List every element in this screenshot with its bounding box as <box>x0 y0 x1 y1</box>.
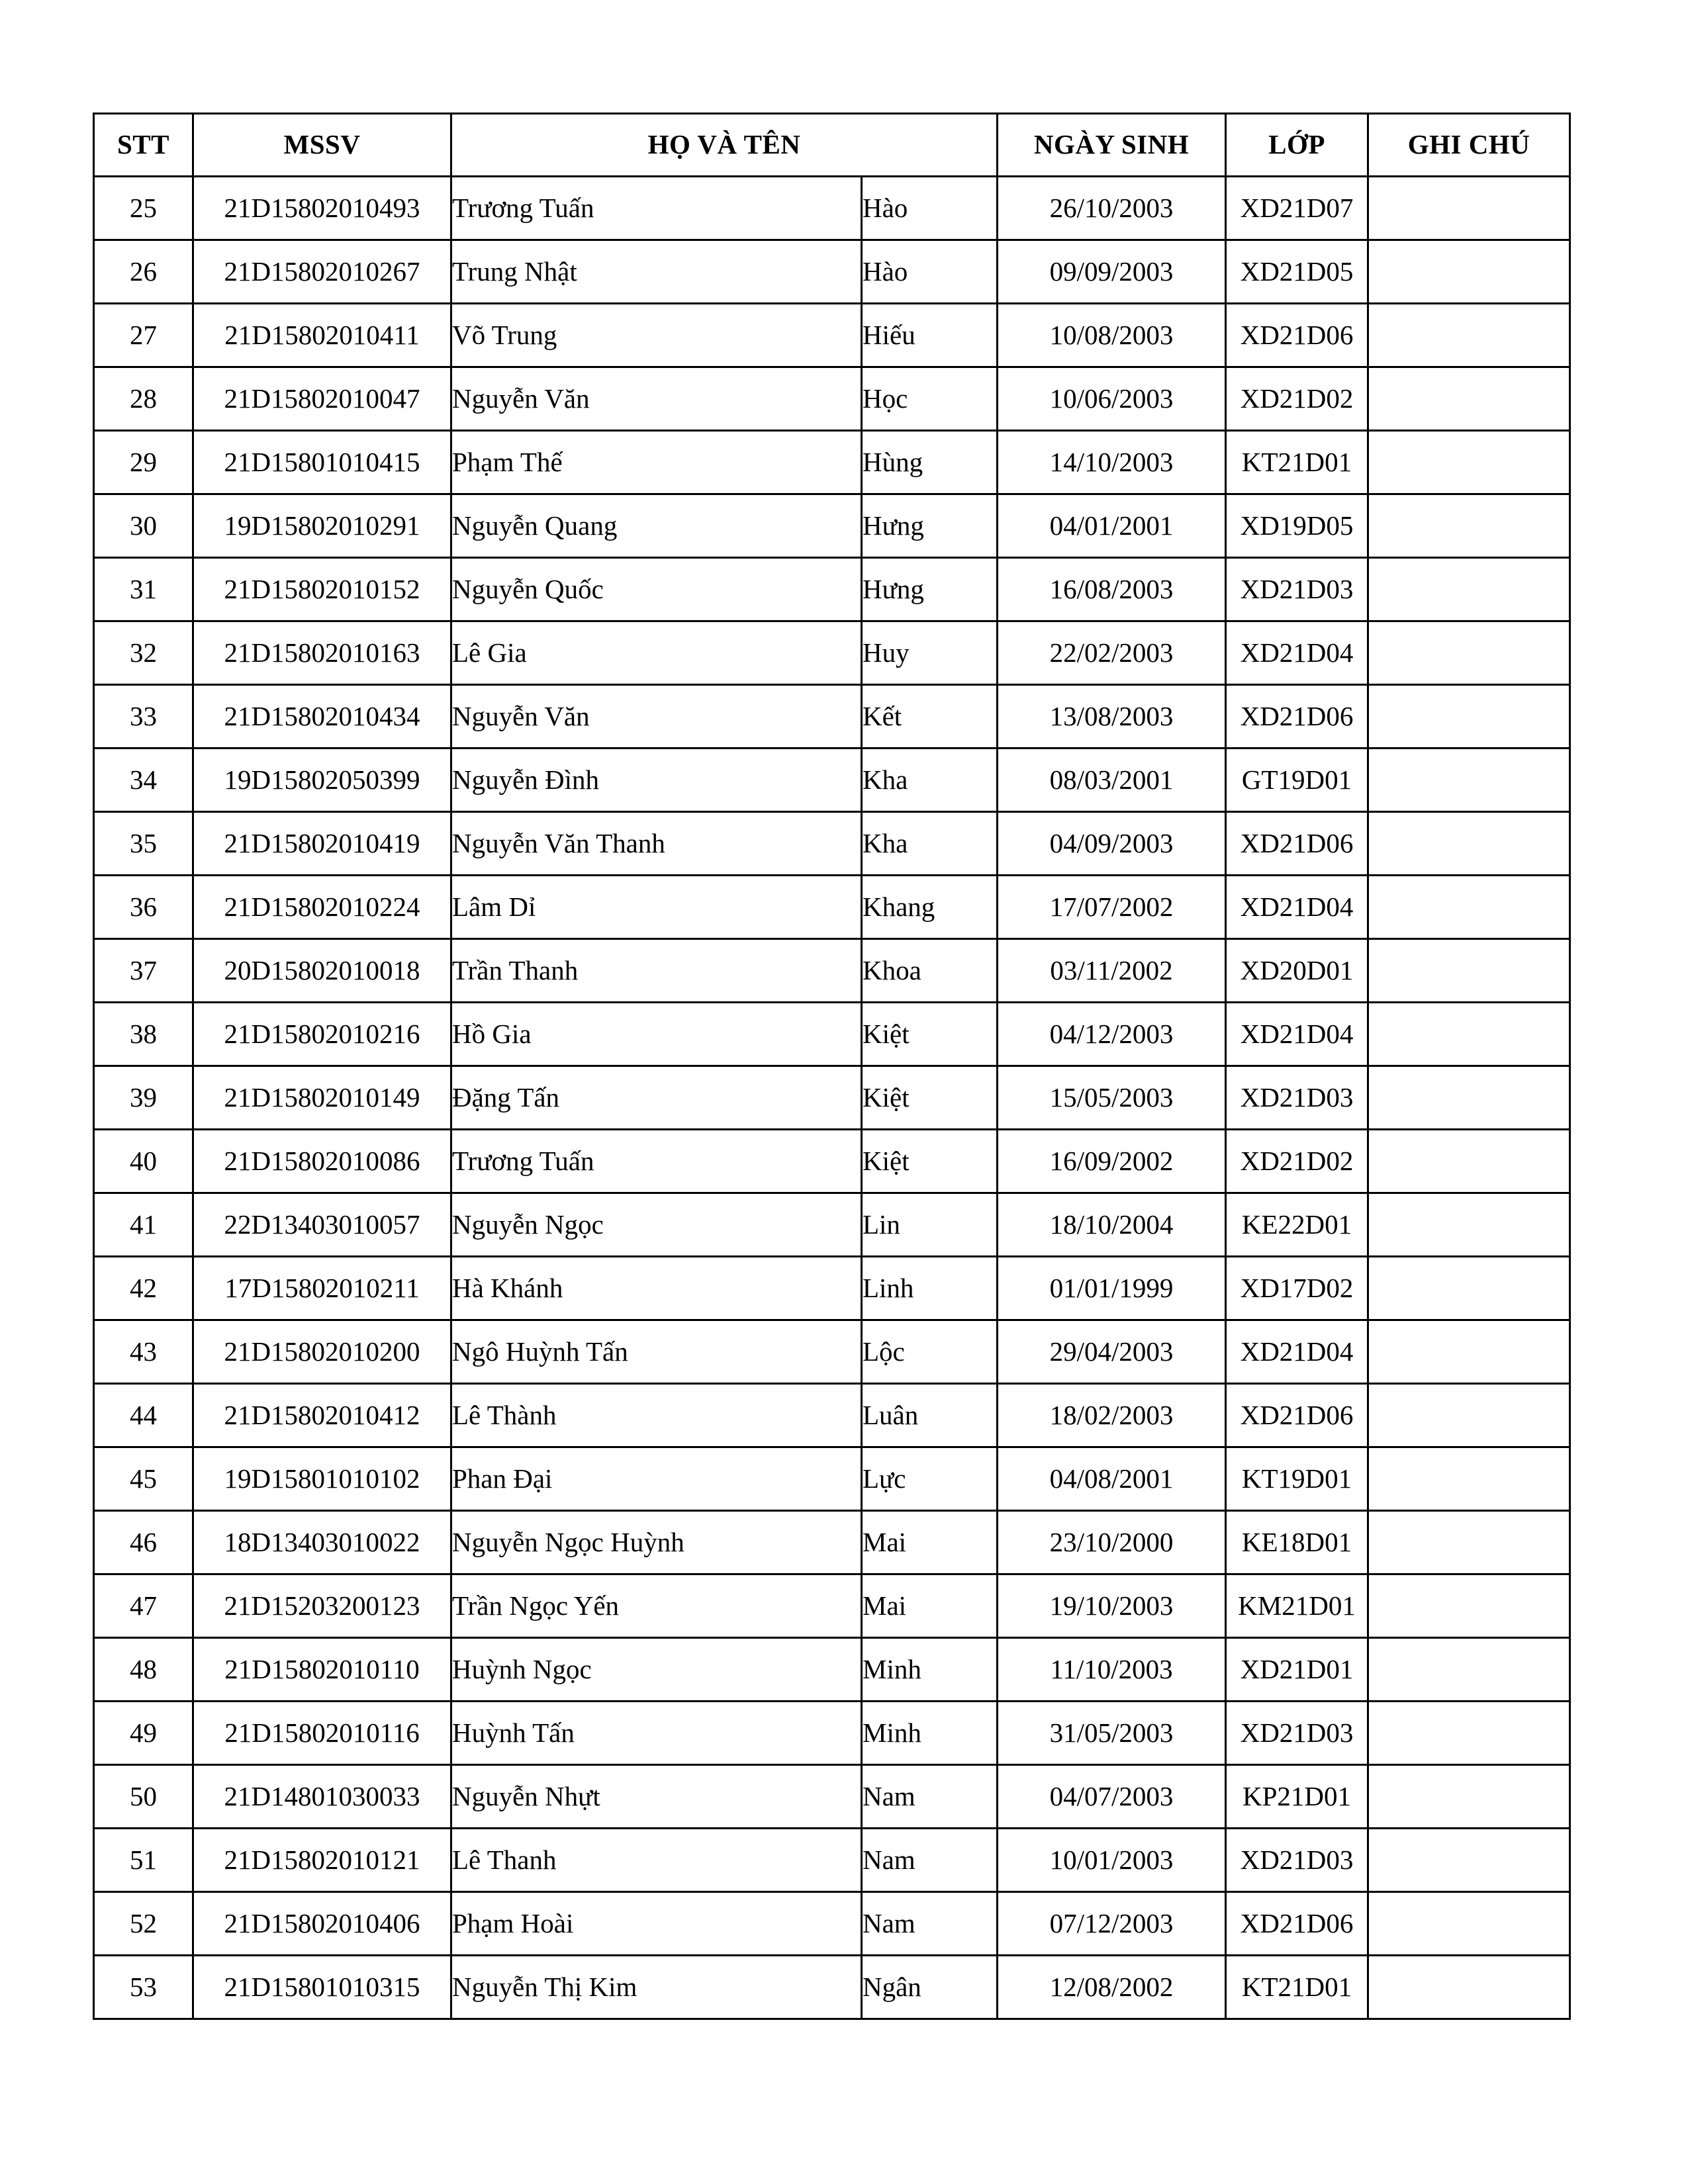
cell-ghichu <box>1368 367 1570 431</box>
table-body <box>94 177 1570 2019</box>
cell-stt: 50 <box>94 1765 193 1829</box>
cell-ho: Lê Thanh <box>451 1829 862 1892</box>
cell-ho: Nguyễn Ngọc Huỳnh <box>451 1511 862 1574</box>
cell-lop: XD21D06 <box>1226 812 1368 876</box>
cell-mssv: 21D15802010200 <box>193 1320 451 1384</box>
cell-ghichu <box>1368 812 1570 876</box>
cell-lop: XD21D07 <box>1226 177 1368 240</box>
cell-ngaysinh: 04/09/2003 <box>998 812 1226 876</box>
table-row <box>94 1892 1570 1956</box>
cell-stt: 41 <box>94 1193 193 1257</box>
cell-lop: XD17D02 <box>1226 1257 1368 1320</box>
table-row <box>94 1702 1570 1765</box>
cell-ten: Minh <box>862 1702 998 1765</box>
cell-mssv: 21D15802010411 <box>193 304 451 367</box>
cell-ngaysinh: 01/01/1999 <box>998 1257 1226 1320</box>
cell-ghichu <box>1368 1638 1570 1702</box>
cell-ten: Nam <box>862 1765 998 1829</box>
table-row <box>94 304 1570 367</box>
cell-mssv: 21D15802010493 <box>193 177 451 240</box>
cell-ten: Kha <box>862 749 998 812</box>
table-row <box>94 621 1570 685</box>
cell-ghichu <box>1368 685 1570 749</box>
table-row <box>94 1447 1570 1511</box>
cell-ngaysinh: 13/08/2003 <box>998 685 1226 749</box>
column-header-ghichu: GHI CHÚ <box>1368 114 1570 177</box>
cell-mssv: 21D15802010412 <box>193 1384 451 1447</box>
table-row <box>94 812 1570 876</box>
cell-ten: Lực <box>862 1447 998 1511</box>
cell-ghichu <box>1368 1320 1570 1384</box>
cell-mssv: 20D15802010018 <box>193 939 451 1003</box>
cell-ten: Luân <box>862 1384 998 1447</box>
cell-ngaysinh: 09/09/2003 <box>998 240 1226 304</box>
cell-stt: 43 <box>94 1320 193 1384</box>
cell-ten: Mai <box>862 1574 998 1638</box>
cell-ngaysinh: 26/10/2003 <box>998 177 1226 240</box>
cell-ho: Nguyễn Thị Kim <box>451 1956 862 2019</box>
cell-ho: Huỳnh Tấn <box>451 1702 862 1765</box>
cell-ho: Trần Ngọc Yến <box>451 1574 862 1638</box>
cell-ten: Hưng <box>862 558 998 621</box>
cell-ghichu <box>1368 1384 1570 1447</box>
cell-ngaysinh: 31/05/2003 <box>998 1702 1226 1765</box>
table-row <box>94 939 1570 1003</box>
cell-ngaysinh: 15/05/2003 <box>998 1066 1226 1130</box>
cell-ngaysinh: 04/01/2001 <box>998 494 1226 558</box>
table-header-row <box>94 114 1570 177</box>
cell-ghichu <box>1368 1765 1570 1829</box>
cell-stt: 51 <box>94 1829 193 1892</box>
cell-mssv: 21D15802010149 <box>193 1066 451 1130</box>
cell-mssv: 21D15802010086 <box>193 1130 451 1193</box>
cell-ghichu <box>1368 304 1570 367</box>
cell-stt: 47 <box>94 1574 193 1638</box>
cell-ghichu <box>1368 1892 1570 1956</box>
cell-ghichu <box>1368 876 1570 939</box>
cell-ghichu <box>1368 939 1570 1003</box>
cell-mssv: 21D15802010224 <box>193 876 451 939</box>
cell-stt: 33 <box>94 685 193 749</box>
cell-ngaysinh: 03/11/2002 <box>998 939 1226 1003</box>
cell-mssv: 21D14801030033 <box>193 1765 451 1829</box>
cell-ngaysinh: 11/10/2003 <box>998 1638 1226 1702</box>
cell-ghichu <box>1368 749 1570 812</box>
cell-ghichu <box>1368 1257 1570 1320</box>
cell-ho: Nguyễn Văn <box>451 367 862 431</box>
cell-stt: 27 <box>94 304 193 367</box>
cell-ho: Huỳnh Ngọc <box>451 1638 862 1702</box>
cell-ten: Học <box>862 367 998 431</box>
cell-ho: Trung Nhật <box>451 240 862 304</box>
cell-ho: Nguyễn Văn Thanh <box>451 812 862 876</box>
cell-ngaysinh: 14/10/2003 <box>998 431 1226 494</box>
cell-ten: Kết <box>862 685 998 749</box>
cell-mssv: 18D13403010022 <box>193 1511 451 1574</box>
cell-ho: Lâm Dỉ <box>451 876 862 939</box>
cell-stt: 30 <box>94 494 193 558</box>
table-header <box>94 114 1570 177</box>
cell-stt: 26 <box>94 240 193 304</box>
cell-stt: 25 <box>94 177 193 240</box>
table-row <box>94 1511 1570 1574</box>
cell-mssv: 17D15802010211 <box>193 1257 451 1320</box>
cell-ngaysinh: 16/09/2002 <box>998 1130 1226 1193</box>
cell-ho: Đặng Tấn <box>451 1066 862 1130</box>
cell-stt: 28 <box>94 367 193 431</box>
cell-lop: XD21D04 <box>1226 621 1368 685</box>
cell-lop: XD19D05 <box>1226 494 1368 558</box>
cell-ngaysinh: 08/03/2001 <box>998 749 1226 812</box>
cell-ngaysinh: 10/06/2003 <box>998 367 1226 431</box>
cell-lop: XD21D06 <box>1226 304 1368 367</box>
cell-mssv: 21D15802010152 <box>193 558 451 621</box>
cell-ho: Nguyễn Nhựt <box>451 1765 862 1829</box>
cell-ten: Lộc <box>862 1320 998 1384</box>
cell-stt: 31 <box>94 558 193 621</box>
cell-lop: XD21D04 <box>1226 1003 1368 1066</box>
cell-ho: Lê Gia <box>451 621 862 685</box>
cell-mssv: 21D15802010434 <box>193 685 451 749</box>
cell-ghichu <box>1368 1066 1570 1130</box>
table-row <box>94 1574 1570 1638</box>
cell-ngaysinh: 23/10/2000 <box>998 1511 1226 1574</box>
cell-ghichu <box>1368 1193 1570 1257</box>
table-row <box>94 558 1570 621</box>
cell-stt: 35 <box>94 812 193 876</box>
cell-mssv: 21D15802010419 <box>193 812 451 876</box>
table-row <box>94 1003 1570 1066</box>
cell-ten: Lin <box>862 1193 998 1257</box>
column-header-mssv: MSSV <box>193 114 451 177</box>
table-row <box>94 1956 1570 2019</box>
cell-ho: Nguyễn Đình <box>451 749 862 812</box>
cell-ngaysinh: 07/12/2003 <box>998 1892 1226 1956</box>
cell-ten: Kiệt <box>862 1003 998 1066</box>
cell-lop: KT21D01 <box>1226 431 1368 494</box>
table-row <box>94 1638 1570 1702</box>
cell-ghichu <box>1368 240 1570 304</box>
cell-stt: 44 <box>94 1384 193 1447</box>
cell-ghichu <box>1368 1702 1570 1765</box>
cell-ghichu <box>1368 1574 1570 1638</box>
table-row <box>94 177 1570 240</box>
cell-mssv: 21D15802010267 <box>193 240 451 304</box>
cell-ten: Nam <box>862 1892 998 1956</box>
cell-ho: Phạm Hoài <box>451 1892 862 1956</box>
cell-ho: Hồ Gia <box>451 1003 862 1066</box>
cell-mssv: 21D15802010121 <box>193 1829 451 1892</box>
cell-ghichu <box>1368 431 1570 494</box>
table-row <box>94 1257 1570 1320</box>
cell-stt: 49 <box>94 1702 193 1765</box>
cell-stt: 37 <box>94 939 193 1003</box>
cell-ngaysinh: 04/08/2001 <box>998 1447 1226 1511</box>
cell-lop: XD21D04 <box>1226 876 1368 939</box>
cell-lop: XD21D03 <box>1226 1066 1368 1130</box>
cell-ho: Trương Tuấn <box>451 177 862 240</box>
cell-lop: KT21D01 <box>1226 1956 1368 2019</box>
cell-mssv: 21D15801010315 <box>193 1956 451 2019</box>
cell-stt: 39 <box>94 1066 193 1130</box>
cell-stt: 45 <box>94 1447 193 1511</box>
cell-ten: Mai <box>862 1511 998 1574</box>
cell-ghichu <box>1368 558 1570 621</box>
column-header-ngaysinh: NGÀY SINH <box>998 114 1226 177</box>
cell-lop: XD21D06 <box>1226 1892 1368 1956</box>
cell-ngaysinh: 04/12/2003 <box>998 1003 1226 1066</box>
table-row <box>94 1130 1570 1193</box>
cell-mssv: 21D15802010406 <box>193 1892 451 1956</box>
cell-mssv: 21D15802010110 <box>193 1638 451 1702</box>
cell-ngaysinh: 16/08/2003 <box>998 558 1226 621</box>
cell-ten: Hiếu <box>862 304 998 367</box>
cell-lop: XD21D02 <box>1226 367 1368 431</box>
cell-ngaysinh: 17/07/2002 <box>998 876 1226 939</box>
cell-mssv: 19D15802050399 <box>193 749 451 812</box>
cell-ngaysinh: 10/01/2003 <box>998 1829 1226 1892</box>
table-row <box>94 1193 1570 1257</box>
cell-ten: Kiệt <box>862 1066 998 1130</box>
table-row <box>94 1765 1570 1829</box>
cell-ghichu <box>1368 494 1570 558</box>
cell-stt: 52 <box>94 1892 193 1956</box>
cell-lop: XD21D05 <box>1226 240 1368 304</box>
column-header-stt: STT <box>94 114 193 177</box>
cell-mssv: 19D15801010102 <box>193 1447 451 1511</box>
cell-stt: 46 <box>94 1511 193 1574</box>
cell-lop: KP21D01 <box>1226 1765 1368 1829</box>
cell-lop: XD21D06 <box>1226 685 1368 749</box>
cell-ngaysinh: 10/08/2003 <box>998 304 1226 367</box>
cell-stt: 48 <box>94 1638 193 1702</box>
cell-ghichu <box>1368 1447 1570 1511</box>
cell-ten: Khoa <box>862 939 998 1003</box>
cell-mssv: 22D13403010057 <box>193 1193 451 1257</box>
cell-stt: 42 <box>94 1257 193 1320</box>
cell-ngaysinh: 12/08/2002 <box>998 1956 1226 2019</box>
cell-ho: Hà Khánh <box>451 1257 862 1320</box>
cell-mssv: 21D15203200123 <box>193 1574 451 1638</box>
cell-ten: Khang <box>862 876 998 939</box>
cell-mssv: 21D15802010116 <box>193 1702 451 1765</box>
table-row <box>94 1829 1570 1892</box>
table-row <box>94 431 1570 494</box>
cell-ngaysinh: 04/07/2003 <box>998 1765 1226 1829</box>
table-row <box>94 494 1570 558</box>
cell-mssv: 21D15802010216 <box>193 1003 451 1066</box>
cell-lop: XD21D03 <box>1226 558 1368 621</box>
cell-ten: Ngân <box>862 1956 998 2019</box>
cell-mssv: 21D15802010163 <box>193 621 451 685</box>
cell-ten: Hào <box>862 240 998 304</box>
cell-ten: Kha <box>862 812 998 876</box>
cell-stt: 32 <box>94 621 193 685</box>
cell-ghichu <box>1368 1829 1570 1892</box>
cell-ngaysinh: 18/02/2003 <box>998 1384 1226 1447</box>
cell-ghichu <box>1368 1003 1570 1066</box>
cell-ten: Hào <box>862 177 998 240</box>
cell-ten: Huy <box>862 621 998 685</box>
cell-mssv: 19D15802010291 <box>193 494 451 558</box>
cell-lop: XD21D03 <box>1226 1829 1368 1892</box>
cell-ngaysinh: 22/02/2003 <box>998 621 1226 685</box>
cell-ten: Nam <box>862 1829 998 1892</box>
cell-ghichu <box>1368 1511 1570 1574</box>
cell-lop: KM21D01 <box>1226 1574 1368 1638</box>
cell-ghichu <box>1368 177 1570 240</box>
table-row <box>94 240 1570 304</box>
cell-ghichu <box>1368 1130 1570 1193</box>
table-row <box>94 685 1570 749</box>
cell-ten: Minh <box>862 1638 998 1702</box>
cell-ten: Hưng <box>862 494 998 558</box>
cell-ho: Phan Đại <box>451 1447 862 1511</box>
column-header-lop: LỚP <box>1226 114 1368 177</box>
student-list-table <box>93 113 1571 2020</box>
cell-ngaysinh: 18/10/2004 <box>998 1193 1226 1257</box>
cell-stt: 40 <box>94 1130 193 1193</box>
cell-stt: 36 <box>94 876 193 939</box>
cell-lop: GT19D01 <box>1226 749 1368 812</box>
cell-ngaysinh: 19/10/2003 <box>998 1574 1226 1638</box>
cell-stt: 29 <box>94 431 193 494</box>
table-row <box>94 876 1570 939</box>
cell-lop: XD20D01 <box>1226 939 1368 1003</box>
cell-lop: XD21D04 <box>1226 1320 1368 1384</box>
cell-stt: 53 <box>94 1956 193 2019</box>
cell-ho: Phạm Thế <box>451 431 862 494</box>
cell-ten: Hùng <box>862 431 998 494</box>
cell-ten: Linh <box>862 1257 998 1320</box>
table-row <box>94 1384 1570 1447</box>
cell-lop: XD21D02 <box>1226 1130 1368 1193</box>
table-row <box>94 1320 1570 1384</box>
table-row <box>94 749 1570 812</box>
cell-ghichu <box>1368 1956 1570 2019</box>
cell-stt: 38 <box>94 1003 193 1066</box>
cell-ho: Trương Tuấn <box>451 1130 862 1193</box>
cell-ten: Kiệt <box>862 1130 998 1193</box>
cell-ho: Nguyễn Quang <box>451 494 862 558</box>
cell-ngaysinh: 29/04/2003 <box>998 1320 1226 1384</box>
table-row <box>94 1066 1570 1130</box>
cell-ho: Võ Trung <box>451 304 862 367</box>
cell-lop: KE22D01 <box>1226 1193 1368 1257</box>
cell-mssv: 21D15802010047 <box>193 367 451 431</box>
cell-stt: 34 <box>94 749 193 812</box>
cell-ho: Trần Thanh <box>451 939 862 1003</box>
column-header-hovaten: HỌ VÀ TÊN <box>451 114 998 177</box>
cell-lop: KE18D01 <box>1226 1511 1368 1574</box>
cell-lop: XD21D03 <box>1226 1702 1368 1765</box>
cell-lop: XD21D01 <box>1226 1638 1368 1702</box>
cell-ho: Nguyễn Văn <box>451 685 862 749</box>
table-row <box>94 367 1570 431</box>
cell-ho: Nguyễn Ngọc <box>451 1193 862 1257</box>
cell-lop: XD21D06 <box>1226 1384 1368 1447</box>
cell-ho: Ngô Huỳnh Tấn <box>451 1320 862 1384</box>
cell-ho: Lê Thành <box>451 1384 862 1447</box>
cell-mssv: 21D15801010415 <box>193 431 451 494</box>
cell-ho: Nguyễn Quốc <box>451 558 862 621</box>
cell-ghichu <box>1368 621 1570 685</box>
cell-lop: KT19D01 <box>1226 1447 1368 1511</box>
